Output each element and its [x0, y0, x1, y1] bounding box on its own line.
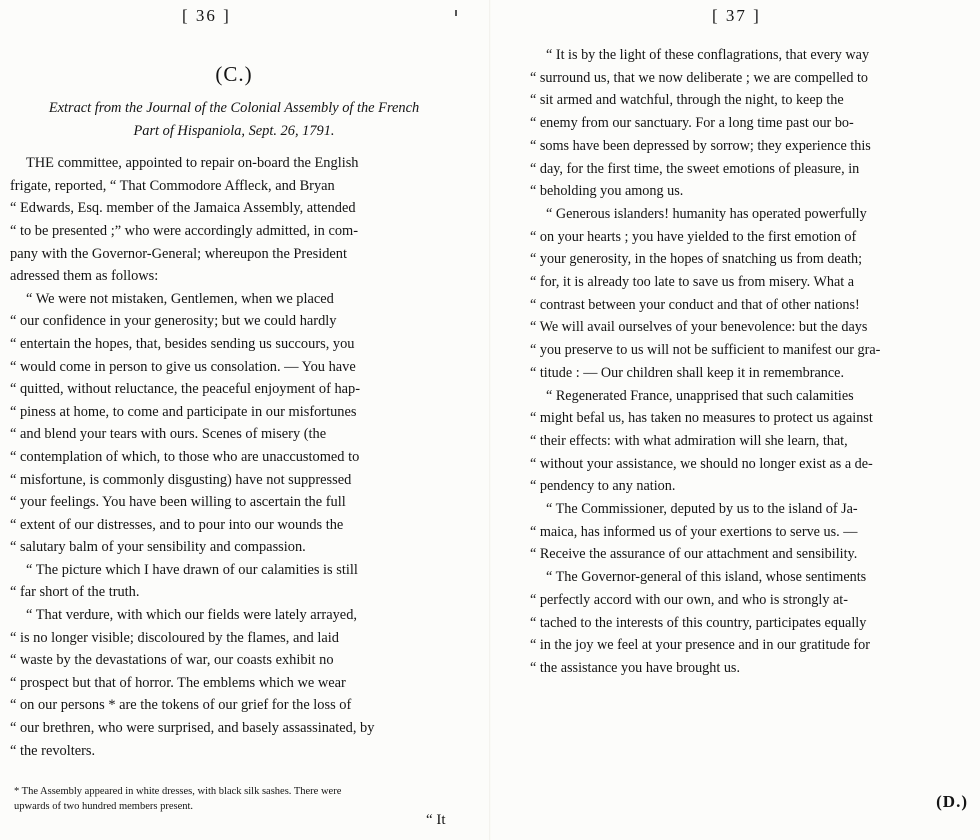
text-line: “ contrast between your conduct and that of other nations!: [530, 296, 860, 313]
text-line: “ The picture which I have drawn of our calamities is still: [26, 561, 358, 578]
text-line: “ The Commissioner, deputed by us to the island of Ja-: [546, 501, 858, 518]
text-line: “ maica, has informed us of your exertions to serve us. —: [530, 523, 858, 540]
text-line: “ for, it is already too late to save us from misery. What a: [530, 274, 855, 291]
text-line: “ far short of the truth.: [10, 584, 140, 601]
text-line: frigate, reported, “ That Commodore Affleck, and Bryan: [10, 177, 335, 194]
text-line: “ to be presented ;” who were accordingly admitted, in com-: [10, 222, 359, 239]
text-line: “ perfectly accord with our own, and who is strongly at-: [530, 591, 848, 608]
text-line: “ The Governor-general of this island, whose sentiments: [546, 569, 867, 586]
text-line: “ our confidence in your generosity; but we could hardly: [10, 313, 337, 330]
text-line: “ That verdure, with which our fields were lately arrayed,: [26, 607, 357, 624]
text-line: “ beholding you among us.: [530, 183, 684, 200]
footnote-line: upwards of two hundred members present.: [14, 801, 194, 812]
print-mark: [455, 10, 457, 16]
text-line: “ Generous islanders! humanity has operated powerfully: [546, 205, 867, 222]
text-line: “ We will avail ourselves of your benevolence: but the days: [530, 319, 868, 336]
text-line: “ you preserve to us will not be sufficient to manifest our gra-: [530, 342, 881, 359]
text-line: “ surround us, that we now deliberate ; we are compelled to: [530, 69, 869, 86]
text-line: “ might befal us, has taken no measures to protect us against: [530, 410, 873, 427]
text-line: “ their effects: with what admiration will she learn, that,: [530, 432, 848, 449]
footnote: [14, 784, 464, 814]
text-line: “ your feelings. You have been willing to ascertain the full: [10, 494, 346, 511]
text-line: “ titude : — Our children shall keep it in remembrance.: [530, 364, 844, 381]
text-line: “ is no longer visible; discoloured by the flames, and laid: [10, 629, 339, 646]
page-gutter: [489, 0, 491, 840]
text-line: “ enemy from our sanctuary. For a long time past our bo-: [530, 115, 854, 132]
text-line: “ in the joy we feel at your presence and in our gratitude for: [530, 637, 870, 654]
footnote-line: * The Assembly appeared in white dresses, with black silk sashes. There were: [14, 786, 342, 797]
text-line: “ quitted, without reluctance, the peaceful enjoyment of hap-: [10, 381, 361, 398]
left-text-block: [10, 152, 458, 762]
text-line: “ Edwards, Esq. member of the Jamaica Assembly, attended: [10, 200, 356, 217]
left-page: [0, 0, 488, 840]
text-line: “ salutary balm of your sensibility and compassion.: [10, 539, 306, 556]
text-line: “ on your hearts ; you have yielded to the first emotion of: [530, 228, 857, 245]
text-line: “ day, for the first time, the sweet emotions of pleasure, in: [530, 160, 860, 177]
text-line: “ waste by the devastations of war, our coasts exhibit no: [10, 652, 334, 669]
text-line: “ piness at home, to come and participate in our misfortunes: [10, 403, 357, 420]
heading-line: Extract from the Journal of the Colonial Assembly of the French: [48, 100, 420, 116]
extract-heading: [10, 97, 458, 142]
text-line: “ It is by the light of these conflagrations, that every way: [546, 47, 870, 63]
text-line: “ entertain the hopes, that, besides sending us succours, you: [10, 335, 355, 352]
section-letter-d: (D.): [936, 792, 968, 811]
text-line: “ contemplation of which, to those who are unaccustomed to: [10, 448, 360, 465]
text-line: pany with the Governor-General; whereupon the President: [10, 245, 347, 262]
text-line: “ Regenerated France, unapprised that such calamities: [546, 387, 854, 404]
text-line: “ extent of our distresses, and to pour into our wounds the: [10, 516, 344, 533]
text-line: “ the assistance you have brought us.: [530, 659, 740, 676]
text-line: “ and blend your tears with ours. Scenes of misery (the: [10, 426, 327, 443]
text-line: THE committee, appointed to repair on-board the English: [26, 155, 359, 172]
text-line: “ our brethren, who were surprised, and basely assassinated, by: [10, 720, 375, 737]
text-line: “ Receive the assurance of our attachment and sensibility.: [530, 546, 858, 563]
text-line: “ tached to the interests of this country, participates equally: [530, 614, 867, 631]
text-line: “ your generosity, in the hopes of snatching us from death;: [530, 251, 863, 268]
text-line: adressed them as follows:: [10, 268, 159, 285]
text-line: “ would come in person to give us consolation. — You have: [10, 358, 356, 375]
text-line: “ on our persons * are the tokens of our grief for the loss of: [10, 697, 352, 714]
right-page-number: [ 37 ]: [712, 6, 761, 25]
text-line: “ We were not mistaken, Gentlemen, when we placed: [26, 290, 334, 307]
section-letter-c: (C.): [215, 62, 253, 86]
text-line: “ without your assistance, we should no longer exist as a de-: [530, 455, 873, 472]
catchword: “ It: [426, 812, 446, 828]
text-line: “ prospect but that of horror. The emblems which we wear: [10, 674, 346, 691]
text-line: “ sit armed and watchful, through the night, to keep the: [530, 92, 844, 109]
text-line: “ soms have been depressed by sorrow; they experience this: [530, 137, 871, 154]
left-page-body: [10, 62, 458, 762]
heading-line: Part of Hispaniola, Sept. 26, 1791.: [133, 122, 335, 139]
text-line: “ the revolters.: [10, 742, 96, 759]
text-line: “ pendency to any nation.: [530, 478, 676, 495]
right-page: [492, 0, 980, 840]
right-page-body: [530, 44, 974, 680]
text-line: “ misfortune, is commonly disgusting) have not suppressed: [10, 471, 352, 488]
left-page-number: [ 36 ]: [182, 6, 231, 25]
